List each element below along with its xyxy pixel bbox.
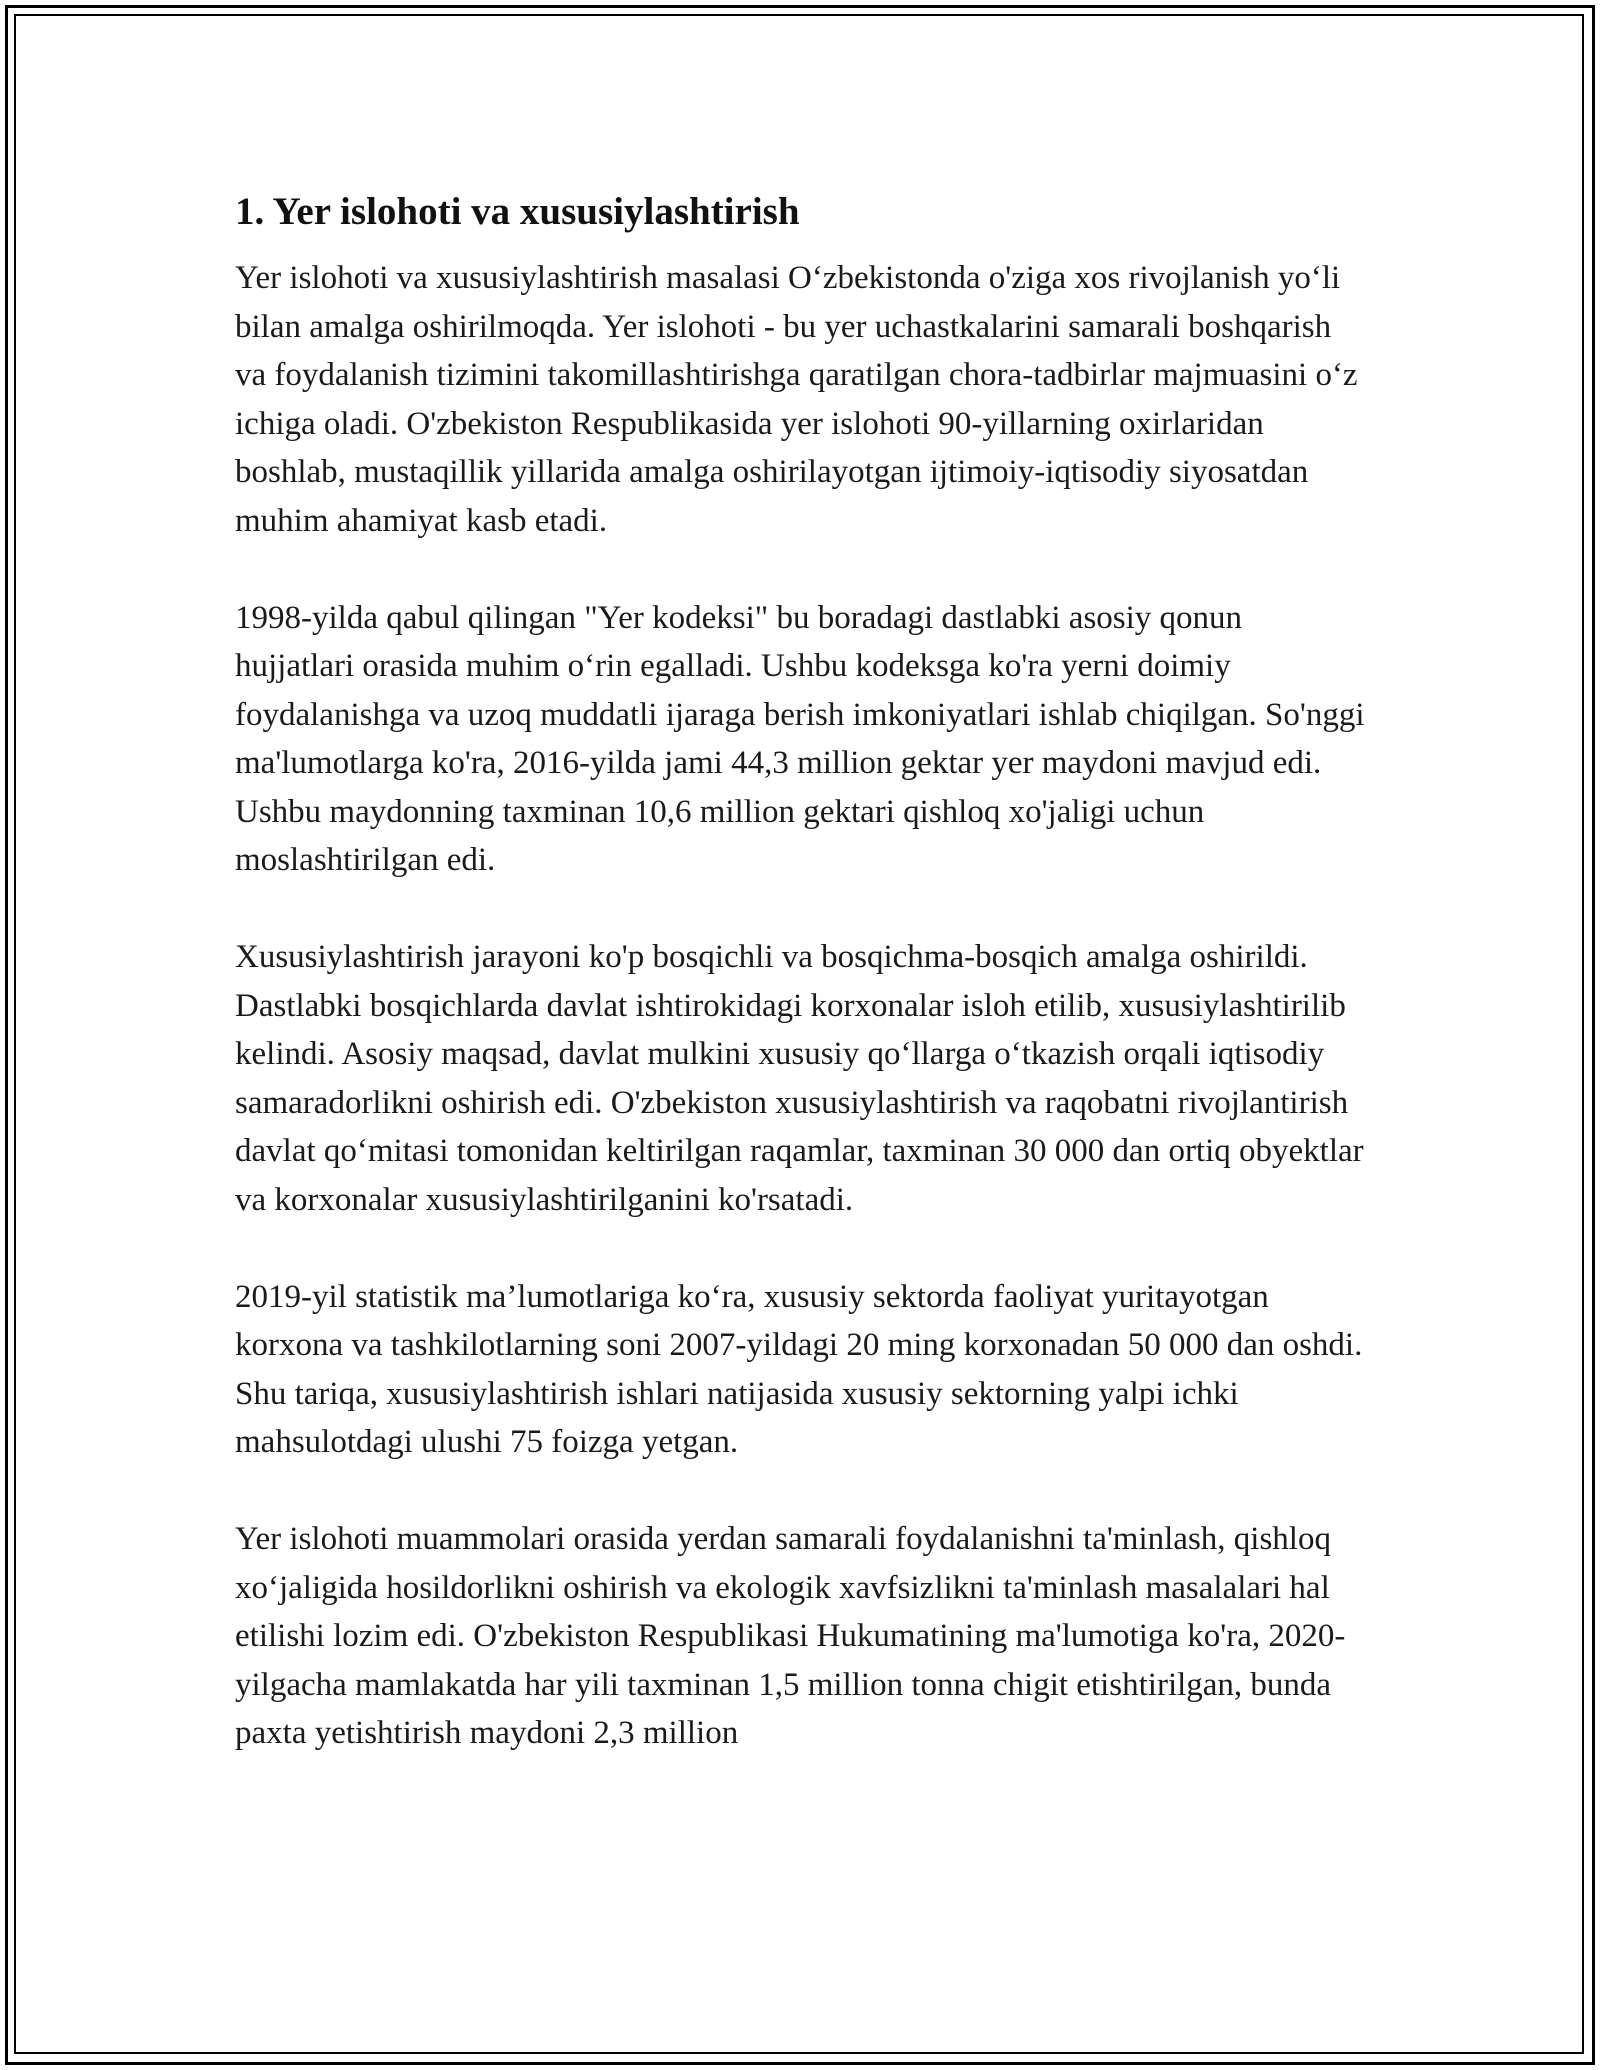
section-heading: 1. Yer islohoti va xususiylashtirish [235, 190, 800, 233]
document-body [235, 186, 1365, 1806]
paragraph-2: 1998-yilda qabul qilingan "Yer kodeksi" bu boradagi dastlabki asosiy qonun hujjatlari orasida muhim o‘rin egalladi. Ushbu kodeksga ko'ra yerni doimiy foydalanishga va uzoq muddatli ijaraga berish imkoniyatlari ishlab chiqilgan. So'nggi ma'lumotlarga ko'ra, 2016-yilda jami 44,3 million gektar yer maydoni mavjud edi. Ushbu maydonning taxminan 10,6 million gektari qishloq xo'jaligi uchun moslashtirilgan edi. [235, 599, 1365, 878]
paragraph-4: 2019-yil statistik ma’lumotlariga ko‘ra, xususiy sektorda faoliyat yuritayotgan korxona va tashkilotlarning soni 2007-yildagi 20 ming korxonadan 50 000 dan oshdi. Shu tariqa, xususiylashtirish ishlari natijasida xususiy sektorning yalpi ichki mahsulotdagi ulushi 75 foizga yetgan. [235, 1278, 1363, 1460]
paragraph-3: Xususiylashtirish jarayoni ko'p bosqichli va bosqichma-bosqich amalga oshirildi. Dastlabki bosqichlarda davlat ishtirokidagi korxonalar isloh etilib, xususiylashtirilib kelindi. Asosiy maqsad, davlat mulkini xususiy qo‘llarga o‘tkazish orqali iqtisodiy samaradorlikni oshirish edi. O'zbekiston xususiylashtirish va raqobatni rivojlantirish davlat qo‘mitasi tomonidan keltirilgan raqamlar, taxminan 30 000 dan ortiq obyektlar va korxonalar xususiylashtirilganini ko'rsatadi. [235, 939, 1364, 1218]
paragraph-1: Yer islohoti va xususiylashtirish masalasi O‘zbekistonda o'ziga xos rivojlanish yo‘li bilan amalga oshirilmoqda. Yer islohoti - bu yer uchastkalarini samarali boshqarish va foydalanish tizimini takomillashtirishga qaratilgan chora-tadbirlar majmuasini o‘z ichiga oladi. O'zbekiston Respublikasida yer islohoti 90-yillarning oxirlaridan boshlab, mustaqillik yillarida amalga oshirilayotgan ijtimoiy-iqtisodiy siyosatdan muhim ahamiyat kasb etadi. [235, 260, 1358, 539]
paragraph-5: Yer islohoti muammolari orasida yerdan samarali foydalanishni ta'minlash, qishloq xo‘jaligida hosildorlikni oshirish va ekologik xavfsizlikni ta'minlash masalalari hal etilishi lozim edi. O'zbekiston Respublikasi Hukumatining ma'lumotiga ko'ra, 2020-yilgacha mamlakatda har yili taxminan 1,5 million tonna chigit etishtirilgan, bunda paxta yetishtirish maydoni 2,3 million [235, 1521, 1346, 1751]
